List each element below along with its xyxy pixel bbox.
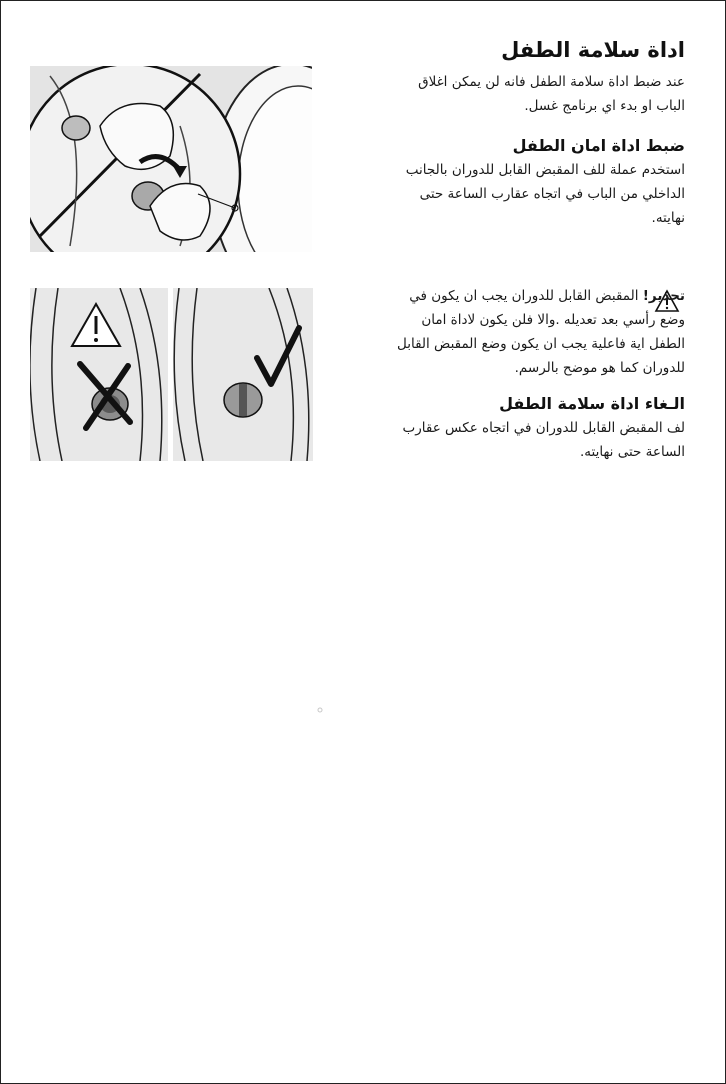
page-title: اداة سلامة الطفل	[501, 38, 685, 62]
set-line-2: الداخلي من الباب في اتجاه عقارب الساعة حتى	[419, 186, 685, 202]
wrong-position-illustration	[30, 288, 168, 461]
scan-speck	[315, 705, 325, 715]
set-section-heading: ضبط اداة امان الطفل	[512, 136, 685, 155]
cancel-section-heading: الـغاء اداة سلامة الطفل	[499, 394, 685, 413]
intro-line-1: عند ضبط اداة سلامة الطفل فانه لن يمكن اغلاق	[418, 74, 685, 90]
warning-lead: تحذير!	[642, 288, 685, 304]
figure-correct-position	[173, 288, 313, 461]
hand-knob-illustration	[30, 66, 312, 252]
set-section	[325, 134, 685, 230]
warning-line-3: الطفل اية فاعلية يجب ان يكون وضع المقبض القابل	[396, 336, 685, 352]
warning-block	[325, 284, 685, 464]
warning-line-1	[325, 284, 685, 308]
warning-line-4: للدوران كما هو موضح بالرسم.	[514, 360, 685, 376]
figure-wrong-position	[30, 288, 168, 461]
cancel-line-2: الساعة حتى نهايته.	[579, 444, 685, 460]
text-column	[325, 36, 685, 230]
set-line-1: استخدم عملة للف المقبض القابل للدوران بالجانب	[405, 162, 685, 178]
figure-hand-turning-knob	[30, 66, 312, 252]
intro-line-2: الباب او بدء اي برنامج غسل.	[524, 98, 685, 114]
correct-position-illustration	[173, 288, 313, 461]
warning-line-1-rest: المقبض القابل للدوران يجب ان يكون في	[409, 288, 643, 304]
cancel-line-1: لف المقبض القابل للدوران في اتجاه عكس عقارب	[402, 420, 685, 436]
set-line-3: نهايته.	[651, 210, 685, 226]
warning-line-2: وضع رأسي بعد تعديله .والا فلن يكون لاداة امان	[421, 312, 685, 328]
cancel-section	[325, 392, 685, 464]
